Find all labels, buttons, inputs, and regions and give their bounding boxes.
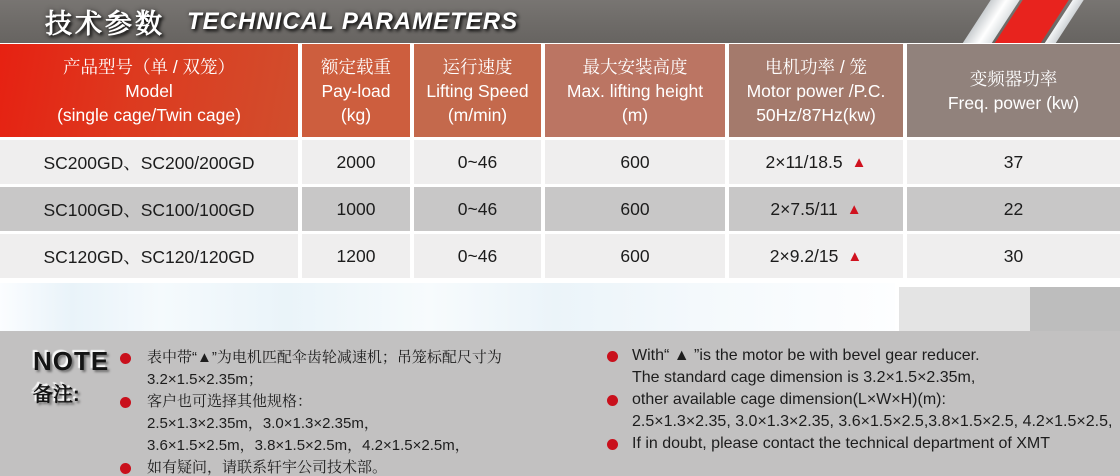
note-line — [118, 457, 502, 476]
note-label-cn: 备注: — [33, 384, 80, 406]
model-cell: SC200GD、SC200/200GD — [0, 140, 298, 184]
header-model-en: Model — [125, 80, 173, 101]
note-text: With“ ▲ ”is the motor be with bevel gear reducer. — [632, 347, 980, 364]
payload-cell: 1200 — [302, 234, 410, 278]
header-speed-en: Lifting Speed — [426, 80, 529, 101]
motor-power-value: 2×9.2/15 — [769, 245, 839, 266]
reflection-gradient — [0, 283, 895, 331]
bullet-icon — [607, 395, 618, 406]
note-line — [598, 367, 1112, 389]
motor-power-value: 2×11/18.5 — [765, 151, 843, 172]
table-reflection-band — [0, 283, 1120, 331]
note-text: 3.2×1.5×2.35m； — [147, 371, 263, 388]
header-model-cn: 产品型号（单 / 双笼） — [62, 56, 236, 77]
header-max-height — [545, 44, 725, 137]
header-model — [0, 44, 298, 137]
model-cell: SC100GD、SC100/100GD — [0, 187, 298, 231]
height-cell: 600 — [545, 187, 725, 231]
note-line — [118, 347, 502, 369]
page-title-cn: 技术参数 — [45, 9, 165, 39]
header-payload-cn: 额定载重 — [321, 56, 391, 77]
note-label — [33, 346, 109, 407]
height-cell: 600 — [545, 140, 725, 184]
header-model-sub: (single cage/Twin cage) — [57, 104, 241, 125]
note-line — [598, 411, 1112, 433]
motor-power-cell — [729, 187, 903, 231]
note-line — [118, 413, 502, 435]
bevel-gear-marker-icon: ▲ — [847, 247, 863, 265]
height-cell: 600 — [545, 234, 725, 278]
payload-cell: 2000 — [302, 140, 410, 184]
note-column-en — [598, 345, 1112, 455]
reflection-block-light — [899, 287, 1030, 331]
speed-cell: 0~46 — [414, 140, 541, 184]
header-payload-en: Pay-load — [321, 80, 391, 101]
note-text: 2.5×1.3×2.35m，3.0×1.3×2.35m， — [147, 415, 379, 432]
bullet-icon — [120, 397, 131, 408]
note-column-cn — [118, 347, 502, 476]
header-freq-en: Freq. power (kw) — [947, 92, 1080, 113]
note-text: other available cage dimension(L×W×H)(m): — [632, 391, 946, 408]
note-text: 表中带“▲”为电机匹配伞齿轮减速机；吊笼标配尺寸为 — [147, 349, 502, 366]
bullet-icon — [120, 463, 131, 474]
title-bar — [0, 0, 1120, 43]
header-lifting-speed — [414, 44, 541, 137]
freq-power-cell: 22 — [907, 187, 1120, 231]
note-text: If in doubt, please contact the technical department of XMT — [632, 435, 1051, 452]
bullet-icon — [120, 353, 131, 364]
note-line — [598, 389, 1112, 411]
note-text: 客户也可选择其他规格： — [147, 393, 313, 410]
header-motor-power — [729, 44, 903, 137]
freq-power-cell: 37 — [907, 140, 1120, 184]
note-line — [598, 345, 1112, 367]
bevel-gear-marker-icon: ▲ — [851, 153, 867, 171]
note-line — [118, 435, 502, 457]
note-text: The standard cage dimension is 3.2×1.5×2.35m, — [632, 369, 976, 386]
motor-power-cell — [729, 140, 903, 184]
motor-power-cell — [729, 234, 903, 278]
header-speed-unit: (m/min) — [447, 104, 508, 125]
bullet-icon — [607, 439, 618, 450]
payload-cell: 1000 — [302, 187, 410, 231]
note-text: 如有疑问，请联系轩宇公司技术部。 — [147, 459, 388, 476]
note-label-en: NOTE — [33, 346, 110, 376]
header-motor-cn: 电机功率 / 笼 — [764, 56, 868, 77]
reflection-block-dark — [1030, 287, 1120, 331]
model-cell: SC120GD、SC120/120GD — [0, 234, 298, 278]
tech-params-table — [0, 44, 1120, 278]
freq-power-cell: 30 — [907, 234, 1120, 278]
note-section — [0, 331, 1120, 476]
header-motor-unit: 50Hz/87Hz(kw) — [756, 104, 876, 125]
header-payload — [302, 44, 410, 137]
header-payload-unit: (kg) — [340, 104, 372, 125]
note-line — [598, 433, 1112, 455]
speed-cell: 0~46 — [414, 234, 541, 278]
bevel-gear-marker-icon: ▲ — [846, 200, 862, 218]
note-line — [118, 391, 502, 413]
header-height-cn: 最大安装高度 — [582, 56, 688, 77]
bullet-icon — [607, 351, 618, 362]
header-speed-cn: 运行速度 — [442, 56, 513, 77]
speed-cell: 0~46 — [414, 187, 541, 231]
header-height-en: Max. lifting height — [566, 80, 704, 101]
header-motor-en: Motor power /P.C. — [746, 80, 886, 101]
header-height-unit: (m) — [621, 104, 649, 125]
note-text: 2.5×1.3×2.35, 3.0×1.3×2.35, 3.6×1.5×2.5,3.8×1.5×2.5, 4.2×1.5×2.5, — [632, 413, 1113, 430]
header-freq-cn: 变频器功率 — [969, 68, 1058, 89]
note-text: 3.6×1.5×2.5m，3.8×1.5×2.5m，4.2×1.5×2.5m， — [147, 437, 470, 454]
note-line — [118, 369, 502, 391]
motor-power-value: 2×7.5/11 — [770, 198, 838, 219]
page-title-en: TECHNICAL PARAMETERS — [187, 7, 519, 35]
header-freq-power — [907, 44, 1120, 137]
